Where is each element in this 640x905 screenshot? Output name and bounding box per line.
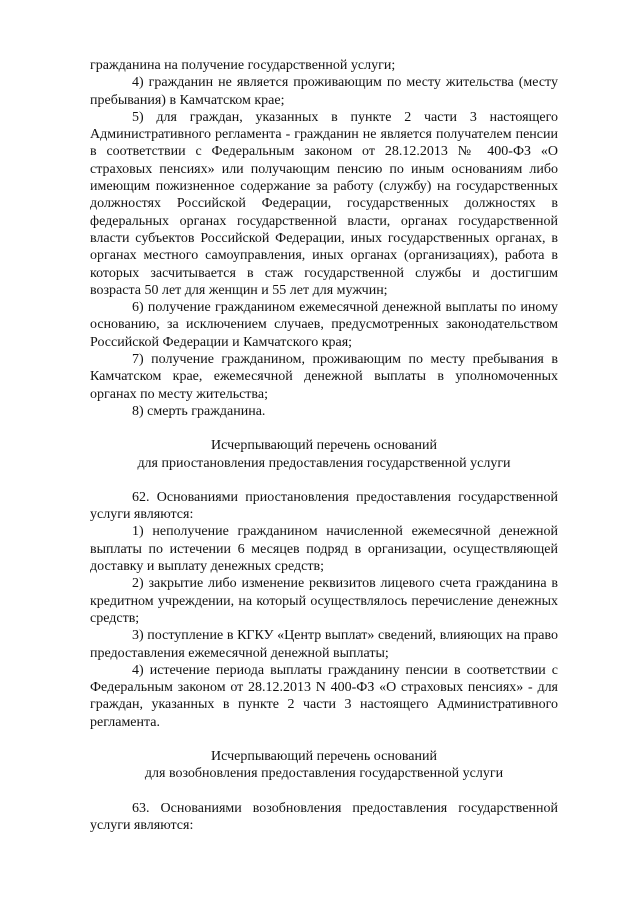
list-item: 1) неполучение гражданином начисленной ежемесячной денежной выплаты по истечении 6 месяцев подряд в организации, осуществляющей доставку и выплату денежных средств; [90, 524, 558, 575]
list-continuation [90, 57, 558, 420]
list-item: гражданина на получение государственной услуги; [90, 58, 396, 73]
list-item: 2) закрытие либо изменение реквизитов лицевого счета гражданина в кредитном учреждении, на который осуществлялось перечисление денежных средств; [90, 576, 558, 626]
heading-line: для возобновления предоставления государственной услуги [144, 766, 504, 782]
section-heading-suspension [90, 437, 558, 472]
heading-line: Исчерпывающий перечень оснований [211, 748, 437, 764]
heading-line: Исчерпывающий перечень оснований [211, 438, 437, 454]
heading-line: для приостановления предоставления государственной услуги [137, 455, 511, 471]
list-item: 4) истечение периода выплаты гражданину пенсии в соответствии с Федеральным законом от 28.12.2013 N 400-ФЗ «О страховых пенсиях» - для граждан, указанных в пункте 2 части 3 настоящего Административного регламента. [90, 662, 558, 730]
list-item: 63. Основаниями возобновления предоставления государственной услуги являются: [90, 800, 558, 833]
list-item: 62. Основаниями приостановления предоставления государственной услуги являются: [90, 489, 558, 523]
list-item: 7) получение гражданином, проживающим по месту пребывания в Камчатском крае, ежемесячной денежной выплаты в уполномоченных органах по месту жительства; [90, 352, 558, 402]
resumption-list [90, 800, 558, 835]
list-item: 5) для граждан, указанных в пункте 2 части 3 настоящего Административного регламента - гражданин не является получателем пенсии в соответствии с Федеральным законом от 28.12.2013 № 400-ФЗ «О страховых пенсиях» или получающим пенсию по иным основаниям либо имеющим пожизненное содержание за работу (службу) на государственных должностях Российской Федерации, государственных должностях в федеральных органах государственной власти, органах государственной власти субъектов Российской Федерации, иных государственных органах, в органах местного самоуправления, иных органах (организациях), работа в которых засчитывается в стаж государственной службы и достигшим возраста 50 лет для женщин и 55 лет для мужчин; [90, 109, 558, 298]
list-item: 3) поступление в КГКУ «Центр выплат» сведений, влияющих на право предоставления ежемесячной денежной выплаты; [90, 628, 558, 661]
section-heading-resumption [90, 748, 558, 783]
suspension-list [90, 489, 558, 731]
list-item: 6) получение гражданином ежемесячной денежной выплаты по иному основанию, за исключением случаев, предусмотренных законодательством Российской Федерации и Камчатского края; [90, 300, 558, 350]
list-item: 4) гражданин не является проживающим по месту жительства (месту пребывания) в Камчатском крае; [90, 75, 558, 108]
list-item: 8) смерть гражданина. [132, 403, 266, 419]
